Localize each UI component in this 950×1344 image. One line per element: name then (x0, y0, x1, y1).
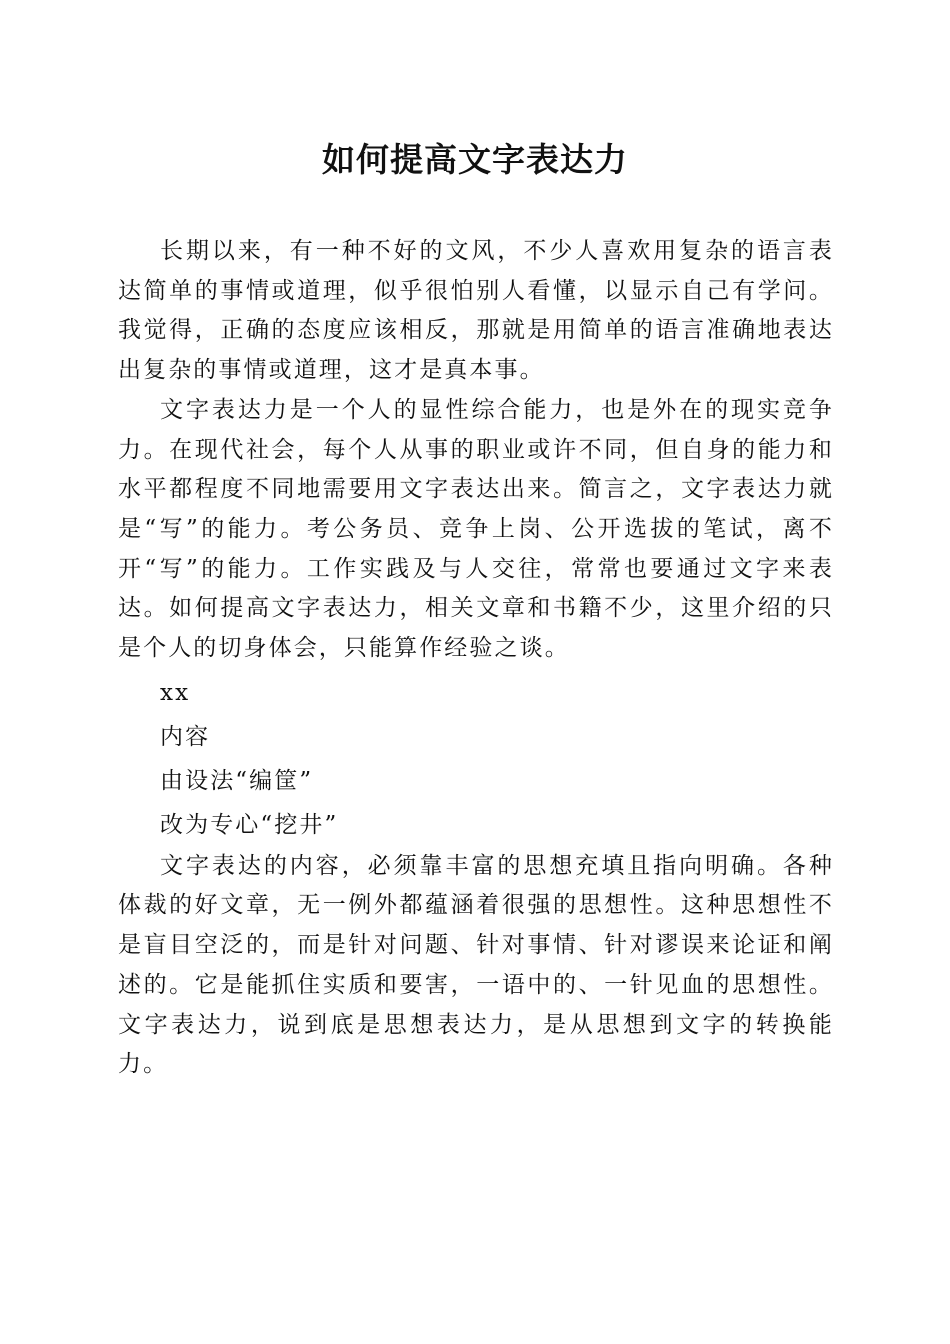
document-title: 如何提高文字表达力 (322, 140, 628, 179)
section-heading-line-2: 改为专心“挖井” (160, 811, 339, 838)
paragraph-intro: 长期以来，有一种不好的文风，不少人喜欢用复杂的语言表达简单的事情或道理，似乎很怕别人看懂，以显示自己有学问。我觉得，正确的态度应该相反，那就是用简单的语言准确地表达出复杂的事情或道理，这才是真本事。 (118, 238, 834, 384)
paragraph-content: 文字表达的内容，必须靠丰富的思想充填且指向明确。各种体裁的好文章，无一例外都蕴涵着很强的思想性。这种思想性不是盲目空泛的，而是针对问题、针对事情、针对谬误来论证和阐述的。它是能抓住实质和要害，一语中的、一针见血的思想性。文字表达力，说到底是思想表达力，是从思想到文字的转换能力。 (118, 852, 834, 1078)
section-marker: xx (160, 679, 191, 706)
document-body (118, 232, 834, 1085)
section-heading-line-1: 由设法“编筐” (160, 767, 314, 794)
paragraph-definition: 文字表达力是一个人的显性综合能力，也是外在的现实竞争力。在现代社会，每个人从事的职业或许不同，但自身的能力和水平都程度不同地需要用文字表达出来。简言之，文字表达力就是“写”的能力。考公务员、竞争上岗、公开选拔的笔试，离不开“写”的能力。工作实践及与人交往，常常也要通过文字来表达。如何提高文字表达力，相关文章和书籍不少，这里介绍的只是个人的切身体会，只能算作经验之谈。 (118, 396, 834, 662)
section-label: 内容 (160, 723, 211, 750)
